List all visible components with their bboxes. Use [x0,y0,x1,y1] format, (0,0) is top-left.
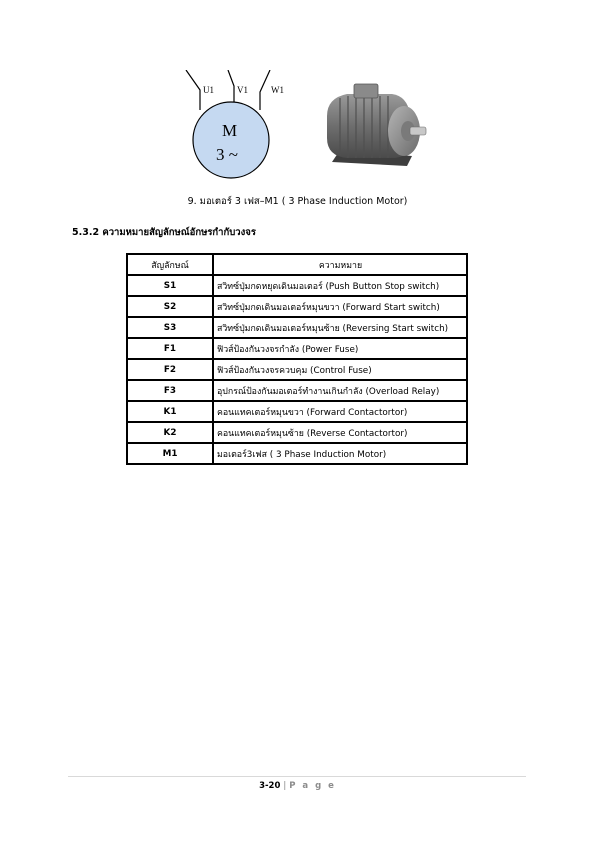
v1-lead-line [228,70,234,104]
symbol-cell: S1 [127,275,213,296]
footer-separator: | [283,781,287,791]
shaft [410,127,426,135]
header-symbol: สัญลักษณ์ [127,254,213,275]
page-footer [0,781,595,791]
w1-lead-line [260,70,270,110]
terminal-box [354,84,378,98]
symbol-cell: S2 [127,296,213,317]
table-row [127,275,467,296]
phase-text: 3 ~ [216,145,238,164]
table-row [127,422,467,443]
motor-letter: M [222,121,238,140]
meaning-cell: สวิทซ์ปุ่มกดหยุดเดินมอเตอร์ (Push Button Stop switch) [213,275,467,296]
motor-illustration [312,76,432,176]
symbol-cell: F3 [127,380,213,401]
meaning-cell: คอนแทคเตอร์หมุนขวา (Forward Contactortor) [213,401,467,422]
table-row [127,359,467,380]
table-row [127,443,467,464]
meaning-cell: มอเตอร์3เฟส ( 3 Phase Induction Motor) [213,443,467,464]
meaning-cell: ฟิวส์ป้องกันวงจรกำลัง (Power Fuse) [213,338,467,359]
terminal-w1-label: W1 [271,85,284,95]
meaning-cell: ฟิวส์ป้องกันวงจรควบคุม (Control Fuse) [213,359,467,380]
symbol-meaning-table [126,253,468,465]
motor-symbol-diagram [178,70,288,180]
table-row [127,401,467,422]
symbol-cell: F2 [127,359,213,380]
table-row [127,317,467,338]
page-label: P a g e [289,781,336,791]
page-number: 3-20 [259,781,281,791]
section-heading: 5.3.2 ความหมายสัญลักษณ์อักษรกำกับวงจร [72,227,256,238]
u1-lead-line [186,70,200,110]
table-row [127,380,467,401]
table-row [127,296,467,317]
meaning-cell: สวิทซ์ปุ่มกดเดินมอเตอร์หมุนซ้าย (Reversing Start switch) [213,317,467,338]
table-row [127,338,467,359]
table-header-row [127,254,467,275]
meaning-cell: คอนแทคเตอร์หมุนซ้าย (Reverse Contactortor) [213,422,467,443]
motor-photo [312,76,432,176]
footer-divider [68,776,526,777]
meaning-cell: สวิทซ์ปุ่มกดเดินมอเตอร์หมุนขวา (Forward Start switch) [213,296,467,317]
meaning-cell: อุปกรณ์ป้องกันมอเตอร์ทำงานเกินกำลัง (Overload Relay) [213,380,467,401]
symbol-cell: K2 [127,422,213,443]
symbol-cell: S3 [127,317,213,338]
symbol-cell: M1 [127,443,213,464]
symbol-cell: K1 [127,401,213,422]
figure-caption: 9. มอเตอร์ 3 เฟส–M1 ( 3 Phase Induction Motor) [187,196,408,207]
terminal-v1-label: V1 [237,85,248,95]
motor-schematic-symbol [178,70,288,180]
terminal-u1-label: U1 [203,85,214,95]
header-meaning: ความหมาย [213,254,467,275]
symbol-cell: F1 [127,338,213,359]
motor-circle [193,102,269,178]
